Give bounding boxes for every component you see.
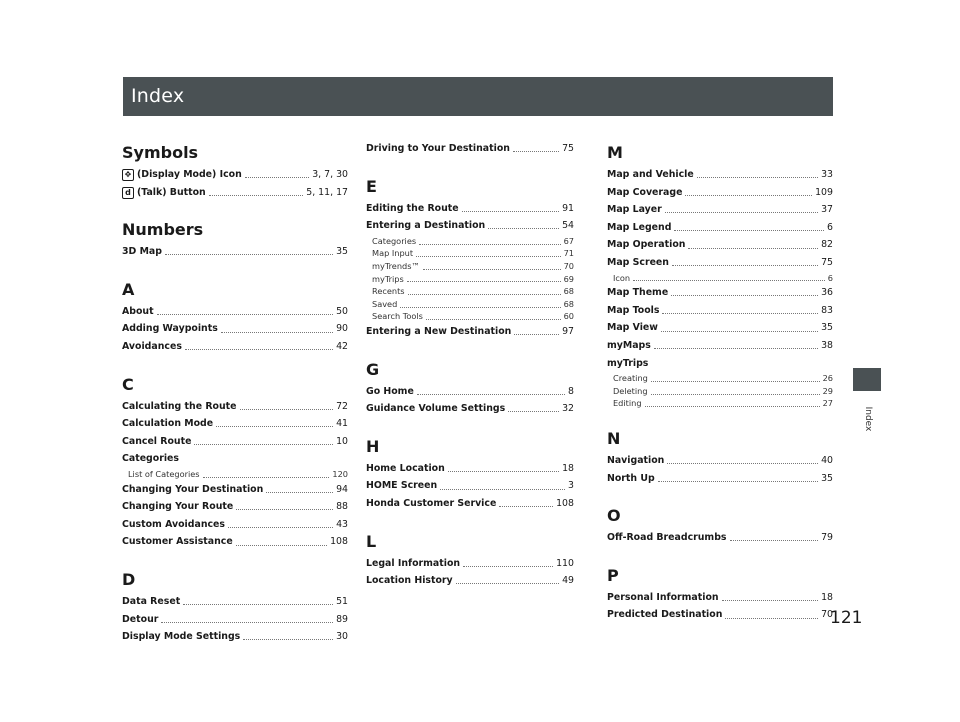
entry-label: Map Tools bbox=[607, 304, 660, 316]
index-entry[interactable] bbox=[366, 495, 574, 513]
section-heading: O bbox=[607, 506, 621, 526]
entry-label: Map Input bbox=[372, 248, 414, 259]
dot-leader bbox=[730, 540, 819, 541]
entry-label: Entering a New Destination bbox=[366, 325, 512, 337]
index-entry[interactable] bbox=[366, 323, 574, 341]
entry-label: Entering a Destination bbox=[366, 220, 486, 232]
index-entry[interactable] bbox=[607, 452, 833, 470]
dot-leader bbox=[654, 348, 818, 349]
entry-page: 70 bbox=[821, 609, 833, 621]
entry-page: 110 bbox=[556, 557, 574, 569]
entry-page: 51 bbox=[336, 595, 348, 607]
index-subentry[interactable] bbox=[366, 235, 574, 248]
index-entry[interactable] bbox=[366, 217, 574, 235]
entry-label: Home Location bbox=[366, 462, 445, 474]
index-entry[interactable] bbox=[366, 477, 574, 495]
index-entry[interactable] bbox=[122, 498, 348, 516]
entry-page: 38 bbox=[821, 339, 833, 351]
dot-leader bbox=[400, 307, 560, 308]
entry-page: 90 bbox=[336, 323, 348, 335]
index-entry[interactable] bbox=[366, 383, 574, 401]
index-entry[interactable] bbox=[122, 338, 348, 356]
entry-page: 42 bbox=[336, 340, 348, 352]
dot-leader bbox=[194, 444, 333, 445]
index-entry[interactable] bbox=[607, 337, 833, 355]
dot-leader bbox=[216, 426, 333, 427]
entry-label: Icon bbox=[613, 272, 631, 283]
section-heading: M bbox=[607, 143, 623, 162]
dot-leader bbox=[651, 381, 820, 382]
entry-page: 120 bbox=[332, 468, 348, 479]
index-subentry[interactable] bbox=[607, 397, 833, 410]
section-heading: D bbox=[122, 569, 136, 589]
entry-page: 5, 11, 17 bbox=[306, 186, 348, 198]
entry-label: Cancel Route bbox=[122, 435, 192, 447]
index-entry[interactable] bbox=[607, 254, 833, 272]
index-entry[interactable] bbox=[122, 593, 348, 611]
index-entry[interactable] bbox=[607, 529, 833, 547]
entry-page: 43 bbox=[336, 518, 348, 530]
side-tab-marker bbox=[853, 368, 881, 391]
index-entry[interactable] bbox=[366, 200, 574, 218]
entry-label: Map Coverage bbox=[607, 186, 683, 198]
dot-leader bbox=[185, 349, 333, 350]
dot-leader bbox=[633, 280, 825, 281]
side-tab-label: Index bbox=[863, 406, 873, 432]
index-entry[interactable] bbox=[122, 398, 348, 416]
entry-label: Driving to Your Destination bbox=[366, 143, 510, 154]
dot-leader bbox=[157, 314, 333, 315]
entry-page: 75 bbox=[821, 256, 833, 268]
section-heading: Numbers bbox=[122, 220, 204, 240]
entry-label: Categories bbox=[372, 235, 417, 246]
index-entry[interactable] bbox=[122, 481, 348, 499]
entry-page: 37 bbox=[821, 204, 833, 216]
dot-leader bbox=[658, 481, 818, 482]
dot-leader bbox=[209, 195, 304, 196]
index-entry[interactable] bbox=[607, 355, 833, 373]
entry-page: 75 bbox=[562, 143, 574, 154]
entry-label: Categories bbox=[122, 453, 179, 465]
dot-leader bbox=[488, 228, 559, 229]
entry-page: 26 bbox=[822, 373, 833, 384]
index-entry[interactable] bbox=[607, 201, 833, 219]
dot-leader bbox=[499, 506, 553, 507]
entry-label: Changing Your Route bbox=[122, 501, 234, 513]
entry-page: 32 bbox=[562, 403, 574, 415]
dot-leader bbox=[463, 566, 553, 567]
index-entry[interactable] bbox=[122, 433, 348, 451]
dot-leader bbox=[651, 394, 820, 395]
display-mode-icon: ✥ bbox=[122, 169, 134, 181]
dot-leader bbox=[725, 618, 818, 619]
index-entry[interactable] bbox=[607, 319, 833, 337]
entry-page: 54 bbox=[562, 220, 574, 232]
entry-label: Recents bbox=[372, 286, 405, 297]
entry-label: 3D Map bbox=[122, 246, 162, 258]
dot-leader bbox=[236, 545, 327, 546]
index-entry[interactable] bbox=[122, 628, 348, 646]
entry-page: 35 bbox=[336, 246, 348, 258]
dot-leader bbox=[165, 254, 333, 255]
entry-label: HOME Screen bbox=[366, 480, 438, 492]
entry-page: 72 bbox=[336, 400, 348, 412]
entry-page: 27 bbox=[822, 398, 833, 409]
entry-label: Map View bbox=[607, 322, 658, 334]
index-subentry[interactable] bbox=[607, 272, 833, 285]
dot-leader bbox=[407, 281, 561, 282]
entry-page: 89 bbox=[336, 613, 348, 625]
index-entry[interactable] bbox=[607, 236, 833, 254]
index-entry[interactable] bbox=[122, 184, 348, 202]
index-entry[interactable] bbox=[122, 450, 348, 468]
index-entry[interactable] bbox=[366, 555, 574, 573]
dot-leader bbox=[236, 509, 333, 510]
index-entry[interactable] bbox=[607, 606, 833, 624]
entry-page: 36 bbox=[821, 287, 833, 299]
index-column-2 bbox=[366, 140, 574, 590]
dot-leader bbox=[423, 269, 561, 270]
entry-page: 108 bbox=[330, 536, 348, 548]
dot-leader bbox=[514, 334, 559, 335]
entry-label: myTrips bbox=[372, 273, 404, 284]
index-entry[interactable] bbox=[607, 302, 833, 320]
entry-page: 41 bbox=[336, 418, 348, 430]
index-subentry[interactable] bbox=[366, 273, 574, 286]
dot-leader bbox=[685, 195, 812, 196]
entry-label: Customer Assistance bbox=[122, 536, 233, 548]
entry-label: Map Legend bbox=[607, 221, 672, 233]
entry-page: 18 bbox=[562, 462, 574, 474]
dot-leader bbox=[697, 177, 818, 178]
entry-label: Off-Road Breadcrumbs bbox=[607, 532, 727, 544]
section-heading: C bbox=[122, 374, 134, 394]
dot-leader bbox=[245, 177, 309, 178]
index-subentry[interactable] bbox=[607, 372, 833, 385]
entry-label: Map Layer bbox=[607, 204, 662, 216]
index-entry[interactable] bbox=[366, 140, 574, 158]
dot-leader bbox=[203, 477, 330, 478]
entry-page: 71 bbox=[563, 248, 574, 259]
entry-label: Search Tools bbox=[372, 311, 423, 322]
section-heading: A bbox=[122, 279, 135, 299]
page-title: Index bbox=[131, 85, 185, 107]
index-entry[interactable] bbox=[122, 303, 348, 321]
index-column-1 bbox=[122, 140, 348, 646]
dot-leader bbox=[688, 248, 818, 249]
entry-label: Go Home bbox=[366, 385, 414, 397]
entry-label: Personal Information bbox=[607, 591, 719, 603]
index-entry[interactable] bbox=[366, 460, 574, 478]
dot-leader bbox=[645, 406, 820, 407]
index-entry[interactable] bbox=[122, 533, 348, 551]
index-subentry[interactable] bbox=[366, 298, 574, 311]
index-entry[interactable] bbox=[607, 470, 833, 488]
entry-page: 97 bbox=[562, 325, 574, 337]
section-heading: P bbox=[607, 565, 619, 585]
entry-label: Detour bbox=[122, 613, 159, 625]
dot-leader bbox=[183, 604, 333, 605]
entry-label: About bbox=[122, 305, 154, 317]
entry-label: (Display Mode) Icon bbox=[137, 169, 242, 180]
dot-leader bbox=[161, 622, 333, 623]
dot-leader bbox=[266, 492, 333, 493]
index-entry[interactable] bbox=[366, 400, 574, 418]
entry-page: 68 bbox=[563, 286, 574, 297]
dot-leader bbox=[243, 639, 333, 640]
index-entry[interactable] bbox=[607, 219, 833, 237]
entry-page: 82 bbox=[821, 239, 833, 251]
dot-leader bbox=[667, 463, 818, 464]
entry-label: Editing the Route bbox=[366, 202, 459, 214]
entry-label: Custom Avoidances bbox=[122, 518, 225, 530]
entry-label: Map Operation bbox=[607, 239, 686, 251]
entry-label: Map Screen bbox=[607, 256, 669, 268]
entry-label: Map and Vehicle bbox=[607, 169, 694, 180]
dot-leader bbox=[513, 151, 559, 152]
entry-page: 18 bbox=[821, 591, 833, 603]
entry-page: 3, 7, 30 bbox=[312, 169, 348, 180]
entry-page: 94 bbox=[336, 483, 348, 495]
page-number: 121 bbox=[830, 608, 863, 628]
entry-label: Creating bbox=[613, 373, 648, 384]
dot-leader bbox=[662, 313, 818, 314]
talk-icon: d bbox=[122, 187, 134, 199]
entry-label: Data Reset bbox=[122, 595, 181, 607]
entry-label: Legal Information bbox=[366, 557, 461, 569]
index-entry[interactable] bbox=[122, 166, 348, 184]
index-entry[interactable] bbox=[366, 572, 574, 590]
index-column-3 bbox=[607, 140, 833, 624]
dot-leader bbox=[508, 411, 559, 412]
entry-page: 35 bbox=[821, 322, 833, 334]
entry-label: Deleting bbox=[613, 385, 648, 396]
entry-page: 35 bbox=[821, 472, 833, 484]
entry-page: 70 bbox=[563, 260, 574, 271]
entry-page: 33 bbox=[821, 169, 833, 180]
dot-leader bbox=[665, 212, 818, 213]
dot-leader bbox=[408, 294, 561, 295]
entry-page: 60 bbox=[563, 311, 574, 322]
dot-leader bbox=[417, 394, 565, 395]
entry-label: myTrips bbox=[607, 357, 649, 369]
dot-leader bbox=[426, 319, 561, 320]
entry-label: Saved bbox=[372, 298, 398, 309]
entry-label: Guidance Volume Settings bbox=[366, 403, 506, 415]
dot-leader bbox=[672, 265, 818, 266]
section-heading: N bbox=[607, 428, 621, 448]
dot-leader bbox=[661, 331, 818, 332]
index-entry[interactable] bbox=[122, 516, 348, 534]
entry-page: 49 bbox=[562, 575, 574, 587]
entry-label: Editing bbox=[613, 398, 642, 409]
entry-label: North Up bbox=[607, 472, 655, 484]
entry-label: Navigation bbox=[607, 454, 665, 466]
entry-page: 6 bbox=[827, 221, 833, 233]
dot-leader bbox=[419, 244, 560, 245]
index-subentry[interactable] bbox=[122, 468, 348, 481]
entry-label: Changing Your Destination bbox=[122, 483, 264, 495]
dot-leader bbox=[462, 211, 559, 212]
dot-leader bbox=[221, 332, 333, 333]
index-subentry[interactable] bbox=[366, 285, 574, 298]
index-entry[interactable] bbox=[607, 184, 833, 202]
dot-leader bbox=[228, 527, 333, 528]
entry-label: List of Categories bbox=[128, 468, 200, 479]
section-heading: G bbox=[366, 359, 380, 379]
entry-page: 69 bbox=[563, 273, 574, 284]
index-subentry[interactable] bbox=[366, 310, 574, 323]
entry-label: Display Mode Settings bbox=[122, 631, 241, 643]
entry-label: Location History bbox=[366, 575, 453, 587]
dot-leader bbox=[456, 583, 559, 584]
index-entry[interactable] bbox=[607, 166, 833, 184]
index-subentry[interactable] bbox=[366, 260, 574, 273]
index-entry[interactable] bbox=[122, 415, 348, 433]
entry-page: 108 bbox=[556, 497, 574, 509]
entry-page: 3 bbox=[568, 480, 574, 492]
entry-label: (Talk) Button bbox=[137, 186, 206, 198]
entry-label: Adding Waypoints bbox=[122, 323, 218, 335]
dot-leader bbox=[240, 409, 334, 410]
entry-page: 10 bbox=[336, 435, 348, 447]
index-subentry[interactable] bbox=[607, 385, 833, 398]
section-heading: L bbox=[366, 531, 377, 551]
entry-label: Predicted Destination bbox=[607, 609, 723, 621]
dot-leader bbox=[416, 256, 560, 257]
entry-label: myMaps bbox=[607, 339, 651, 351]
index-entry[interactable] bbox=[122, 320, 348, 338]
index-subentry[interactable] bbox=[366, 247, 574, 260]
dot-leader bbox=[671, 295, 818, 296]
entry-page: 50 bbox=[336, 305, 348, 317]
entry-label: Honda Customer Service bbox=[366, 497, 497, 509]
dot-leader bbox=[722, 600, 819, 601]
entry-label: Calculating the Route bbox=[122, 400, 237, 412]
entry-label: Calculation Mode bbox=[122, 418, 214, 430]
entry-page: 29 bbox=[822, 385, 833, 396]
index-entry[interactable] bbox=[607, 284, 833, 302]
entry-label: Map Theme bbox=[607, 287, 669, 299]
entry-page: 79 bbox=[821, 532, 833, 544]
entry-page: 67 bbox=[563, 235, 574, 246]
entry-page: 30 bbox=[336, 631, 348, 643]
entry-label: Avoidances bbox=[122, 340, 182, 352]
entry-page: 40 bbox=[821, 454, 833, 466]
entry-label: myTrends™ bbox=[372, 260, 420, 271]
entry-page: 88 bbox=[336, 501, 348, 513]
section-heading: H bbox=[366, 436, 380, 456]
index-entry[interactable] bbox=[122, 611, 348, 629]
section-heading: Symbols bbox=[122, 143, 199, 162]
entry-page: 83 bbox=[821, 304, 833, 316]
dot-leader bbox=[448, 471, 559, 472]
index-entry[interactable] bbox=[122, 243, 348, 261]
dot-leader bbox=[674, 230, 824, 231]
entry-page: 109 bbox=[815, 186, 833, 198]
index-entry[interactable] bbox=[607, 589, 833, 607]
dot-leader bbox=[440, 489, 565, 490]
index-title-bar bbox=[123, 77, 833, 116]
entry-page: 91 bbox=[562, 202, 574, 214]
entry-page: 68 bbox=[563, 298, 574, 309]
section-heading: E bbox=[366, 176, 377, 196]
entry-page: 8 bbox=[568, 385, 574, 397]
entry-page: 6 bbox=[827, 272, 833, 283]
